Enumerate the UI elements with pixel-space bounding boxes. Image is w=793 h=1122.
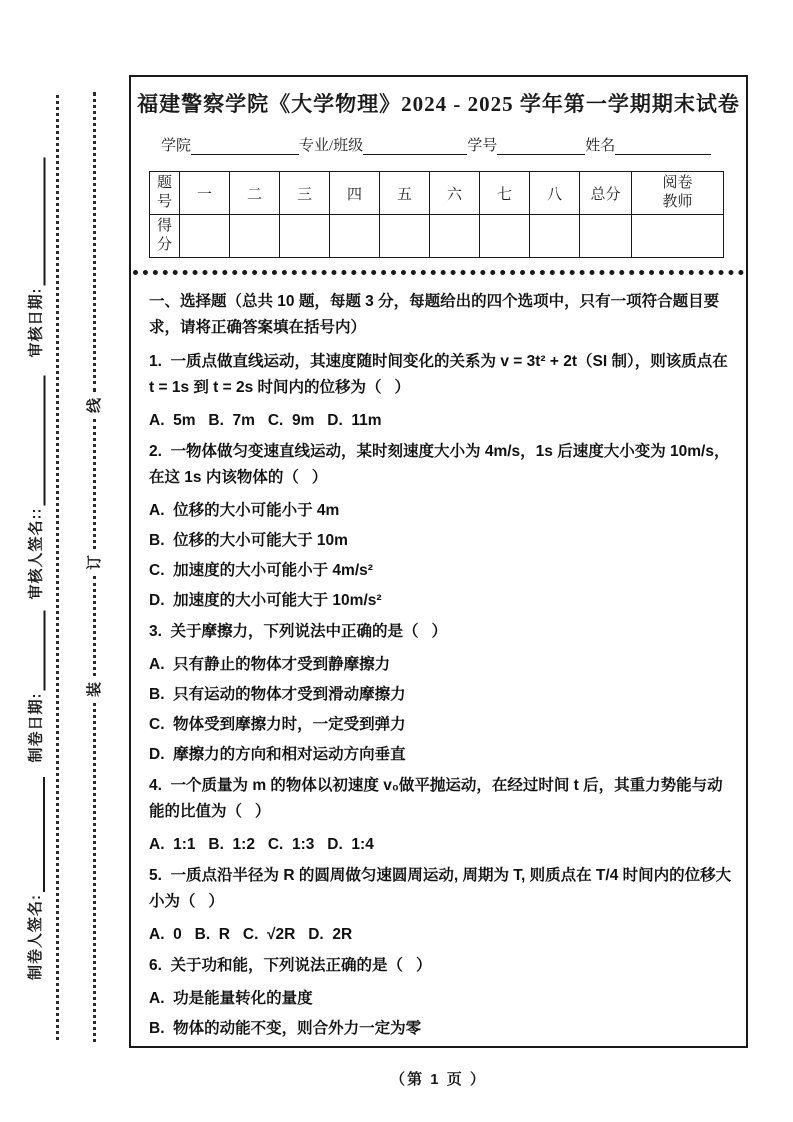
grader-header: 阅卷教师	[632, 172, 724, 215]
reviewer-signature-blank	[41, 376, 46, 506]
paper-maker-signature-blank	[40, 777, 45, 892]
binding-line-segment	[93, 419, 96, 549]
question-stem: 4. 一个质量为 m 的物体以初速度 v₀做平抛运动，在经过时间 t 后，其重力势能与动能的比值为（ ）	[149, 777, 723, 820]
option-line: B. 只有运动的物体才受到滑动摩擦力	[149, 686, 406, 703]
binding-line	[85, 92, 103, 1042]
question-1	[149, 349, 732, 431]
option-line: C. 物体受到摩擦力时，一定受到弹力	[149, 716, 406, 733]
col-header-3: 三	[280, 172, 330, 215]
question-3	[149, 619, 732, 765]
paper-maker-signature-label: 制卷人签名:	[27, 894, 44, 980]
score-table	[149, 171, 724, 258]
question-4	[149, 773, 732, 855]
student-id-label: 学号	[467, 138, 498, 154]
college-label: 学院	[161, 138, 192, 154]
question-2	[149, 439, 732, 611]
col-header-6: 六	[430, 172, 480, 215]
option-line: A. 功是能量转化的量度	[149, 990, 313, 1007]
binding-char-ding: 订	[86, 554, 104, 571]
paper-maker-signature-field	[25, 760, 45, 980]
score-cell	[280, 215, 330, 258]
name-label: 姓名	[585, 138, 616, 154]
col-header-8: 八	[530, 172, 580, 215]
question-stem: 3. 关于摩擦力，下列说法中正确的是（ ）	[149, 623, 447, 640]
question-5	[149, 863, 732, 945]
major-class-blank	[363, 139, 467, 155]
question-stem: 6. 关于功和能，下列说法正确的是（ ）	[149, 957, 432, 974]
question-stem: 2. 一物体做匀变速直线运动，某时刻速度大小为 4m/s，1s 后速度大小变为 10m/s，在这 1s 内该物体的（ ）	[149, 443, 730, 486]
option-line: C. 加速度的大小可能小于 4m/s²	[149, 562, 373, 579]
paper-made-date-field	[26, 598, 46, 763]
option-line: B. 物体的动能不变，则合外力一定为零	[149, 1020, 422, 1037]
score-cell	[430, 215, 480, 258]
option-line: D. 摩擦力的方向和相对运动方向垂直	[149, 746, 406, 763]
major-class-label: 专业/班级	[299, 138, 364, 154]
option-line: A. 0 B. R C. √2R D. 2R	[149, 926, 353, 943]
col-header-7: 七	[480, 172, 530, 215]
score-cell	[180, 215, 230, 258]
binding-char-xian: 线	[86, 397, 104, 414]
option-line: A. 5m B. 7m C. 9m D. 11m	[149, 412, 382, 429]
perforation-dotted-line	[133, 270, 744, 275]
option-line: A. 位移的大小可能小于 4m	[149, 502, 340, 519]
score-cell	[580, 215, 632, 258]
review-date-field	[26, 143, 46, 358]
binding-char-zhuang: 装	[86, 681, 104, 698]
section-title: 一、选择题（总共 10 题，每题 3 分，每题给出的四个选项中，只有一项符合题目要求，请将正确答案填在括号内）	[149, 293, 720, 336]
score-cell	[632, 215, 724, 258]
binding-line-segment	[93, 92, 96, 392]
option-line: D. 加速度的大小可能大于 10m/s²	[149, 592, 382, 609]
paper-made-date-label: 制卷日期:	[27, 692, 45, 763]
score-cell	[330, 215, 380, 258]
total-score-header: 总分	[580, 172, 632, 215]
score-cell	[480, 215, 530, 258]
option-line: A. 只有静止的物体才受到静摩擦力	[149, 656, 391, 673]
student-id-blank	[497, 139, 585, 155]
question-6	[149, 953, 732, 1039]
col-header-1: 一	[180, 172, 230, 215]
exam-body	[149, 289, 732, 1039]
question-stem: 5. 一质点沿半径为 R 的圆周做匀速圆周运动, 周期为 T, 则质点在 T/4 时间内的位移大小为（ ）	[149, 867, 732, 910]
paper-made-date-blank	[41, 611, 46, 691]
score-cell	[380, 215, 430, 258]
inner-dotted-line	[56, 95, 59, 1040]
review-date-blank	[41, 158, 46, 286]
reviewer-signature-field	[26, 365, 46, 600]
col-header-2: 二	[230, 172, 280, 215]
name-blank	[615, 139, 711, 155]
college-blank	[191, 139, 299, 155]
score-row-label: 得分	[150, 215, 180, 258]
question-stem: 1. 一质点做直线运动，其速度随时间变化的关系为 v = 3t² + 2t（SI 制），则该质点在 t = 1s 到 t = 2s 时间内的位移为（ ）	[149, 353, 733, 396]
col-header-5: 五	[380, 172, 430, 215]
score-row	[150, 215, 724, 258]
score-cell	[530, 215, 580, 258]
option-line: A. 1:1 B. 1:2 C. 1:3 D. 1:4	[149, 836, 374, 853]
option-line: B. 位移的大小可能大于 10m	[149, 532, 348, 549]
review-date-label: 审核日期:	[27, 287, 45, 358]
reviewer-signature-label: 审核人签名::	[27, 507, 45, 600]
score-table-header-row	[150, 172, 724, 215]
binding-line-segment	[93, 576, 96, 676]
paper-title: 福建警察学院《大学物理》2024 - 2025 学年第一学期期末试卷	[137, 92, 740, 116]
col-header-4: 四	[330, 172, 380, 215]
exam-sheet	[129, 75, 748, 1048]
question-number-header: 题号	[150, 172, 180, 215]
binding-line-segment	[93, 703, 96, 1042]
score-cell	[230, 215, 280, 258]
page-number: （第 1 页 ）	[390, 1071, 487, 1088]
student-info-row	[161, 134, 746, 155]
